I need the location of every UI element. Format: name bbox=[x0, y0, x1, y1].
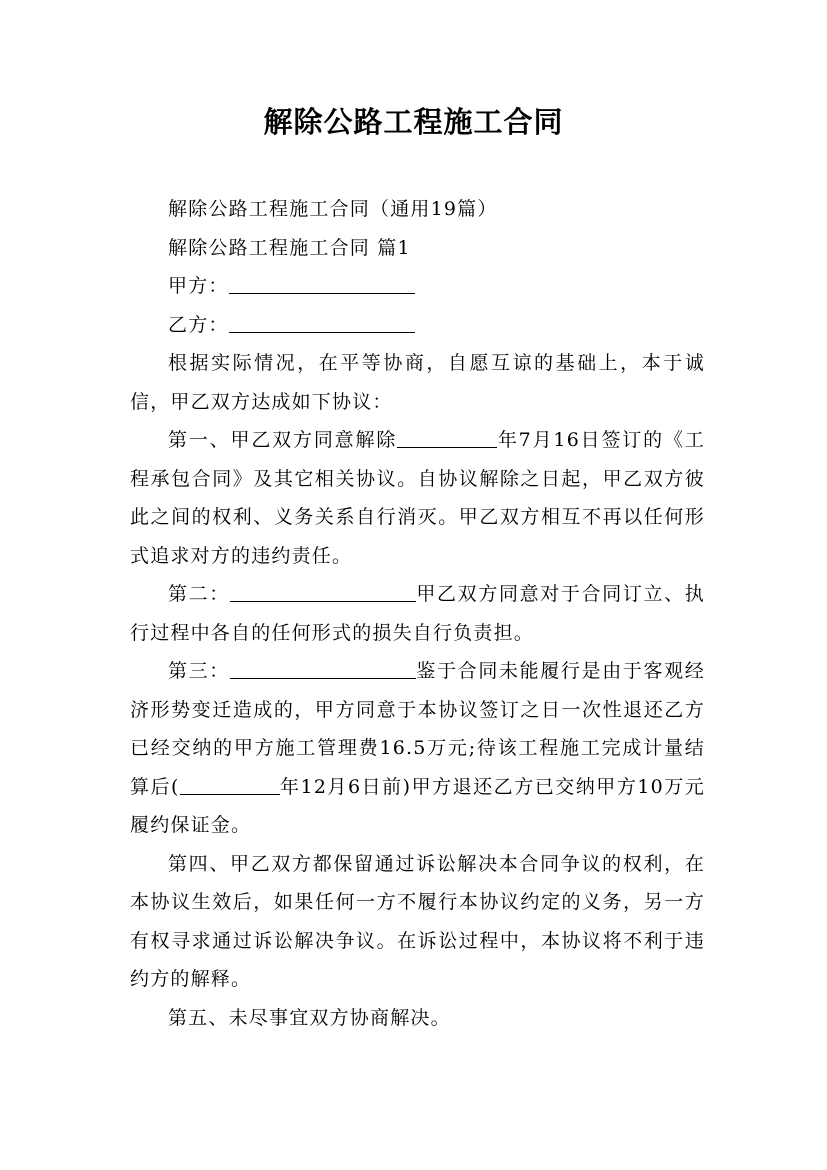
party-b-line bbox=[130, 306, 705, 345]
party-b-blank bbox=[229, 312, 415, 333]
intro-paragraph: 根据实际情况，在平等协商，自愿互谅的基础上，本于诚信，甲乙双方达成如下协议： bbox=[130, 352, 705, 413]
party-a-line bbox=[130, 267, 705, 306]
party-a-blank bbox=[229, 273, 415, 294]
document-title: 解除公路工程施工合同 bbox=[263, 105, 564, 139]
document-subtitle: 解除公路工程施工合同（通用19篇） bbox=[168, 198, 498, 220]
clause-3-mid: 鉴于合同未能履行是由于客观经济形势变迁造成的，甲方同意于本协议签订之日一次性退还乙方已经交纳的甲方施工管理费16.5万元;待该工程施工完成计量结算后( bbox=[130, 660, 705, 798]
clause-2-post: 甲乙双方同意对于合同订立、执行过程中各自的任何形式的损失自行负责担。 bbox=[130, 583, 705, 644]
clause-2-pre: 第二： bbox=[168, 583, 230, 605]
clause-1-pre: 第一、甲乙双方同意解除 bbox=[168, 429, 398, 451]
clause-3-post: 年12月6日前)甲方退还乙方已交纳甲方10万元履约保证金。 bbox=[130, 775, 705, 836]
section-heading: 解除公路工程施工合同 篇1 bbox=[168, 236, 411, 259]
clause-3-blank-1 bbox=[230, 658, 416, 679]
clause-3-blank-2 bbox=[180, 774, 280, 795]
clause-5: 第五、未尽事宜双方协商解决。 bbox=[168, 1006, 451, 1029]
party-a-label: 甲方： bbox=[168, 275, 229, 297]
clause-1 bbox=[130, 421, 705, 575]
party-b-label: 乙方： bbox=[168, 313, 229, 336]
clause-3 bbox=[130, 652, 705, 845]
clause-2-blank bbox=[230, 581, 416, 602]
clause-3-pre: 第三： bbox=[168, 660, 230, 682]
clause-1-post: 年7月16日签订的《工程承包合同》及其它相关协议。自协议解除之日起，甲乙双方彼此之间的权利、义务关系自行消灭。甲乙双方相互不再以任何形式追求对方的违约责任。 bbox=[130, 429, 705, 567]
document-body bbox=[130, 190, 705, 1037]
clause-2 bbox=[130, 575, 705, 652]
clause-4: 第四、甲乙双方都保留通过诉讼解决本合同争议的权利，在本协议生效后，如果任何一方不履行本协议约定的义务，另一方有权寻求通过诉讼解决争议。在诉讼过程中，本协议将不利于违约方的解释。 bbox=[130, 852, 705, 990]
clause-1-blank bbox=[397, 427, 497, 448]
